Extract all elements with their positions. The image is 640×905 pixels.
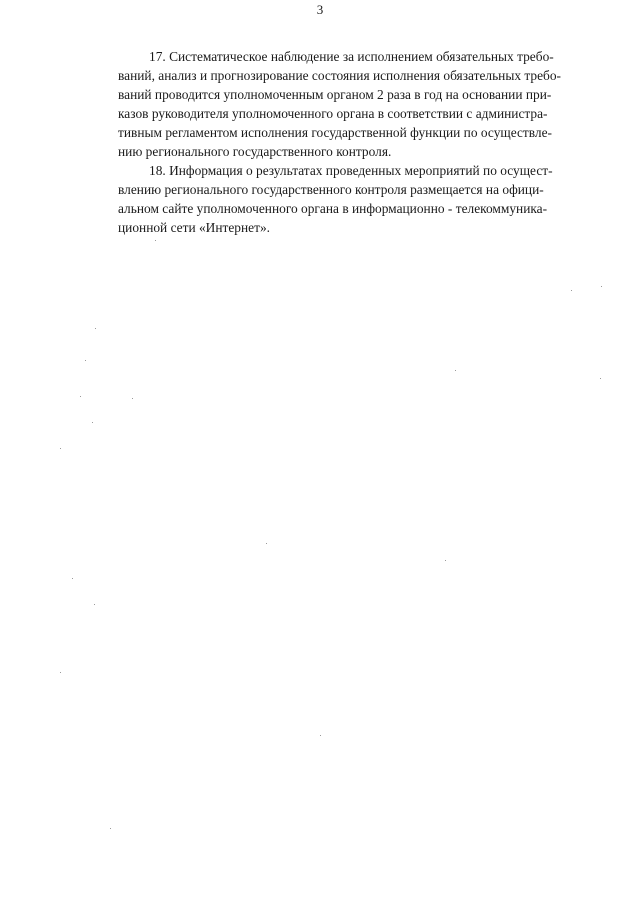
text-line: 18. Информация о результатах проведенных мероприятий по осущест- [149, 163, 553, 178]
scan-speck [60, 448, 61, 449]
scan-speck [571, 290, 572, 291]
scan-speck [445, 560, 446, 561]
scan-speck [455, 370, 456, 371]
scan-speck [92, 422, 93, 423]
scan-speck [110, 828, 111, 829]
page-number: 3 [316, 2, 324, 17]
scan-speck [72, 578, 73, 579]
text-line: ваний, анализ и прогнозирование состояния исполнения обязательных требо- [118, 68, 562, 83]
document-body [118, 47, 562, 237]
scan-speck [132, 398, 133, 399]
scan-speck [266, 543, 267, 544]
scan-speck [601, 286, 602, 287]
text-line: ционной сети «Интернет». [118, 220, 271, 235]
text-line: казов руководителя уполномоченного органа в соответствии с администра- [118, 106, 548, 121]
text-line: альном сайте уполномоченного органа в информационно - телекоммуника- [118, 201, 548, 216]
scan-speck [85, 360, 86, 361]
scan-speck [60, 672, 61, 673]
paragraph-17 [118, 47, 562, 161]
scan-speck [155, 240, 156, 241]
scan-speck [320, 735, 321, 736]
text-line: тивным регламентом исполнения государственной функции по осуществле- [118, 125, 552, 140]
text-line: ваний проводится уполномоченным органом 2 раза в год на основании при- [118, 87, 552, 102]
scan-speck [600, 378, 601, 379]
scan-speck [94, 604, 95, 605]
scan-speck [80, 396, 81, 397]
text-line: 17. Систематическое наблюдение за исполнением обязательных требо- [149, 49, 554, 64]
text-line: влению регионального государственного контроля размещается на офици- [118, 182, 544, 197]
text-line: нию регионального государственного контроля. [118, 144, 392, 159]
paragraph-18 [118, 161, 553, 237]
scan-speck [95, 328, 96, 329]
